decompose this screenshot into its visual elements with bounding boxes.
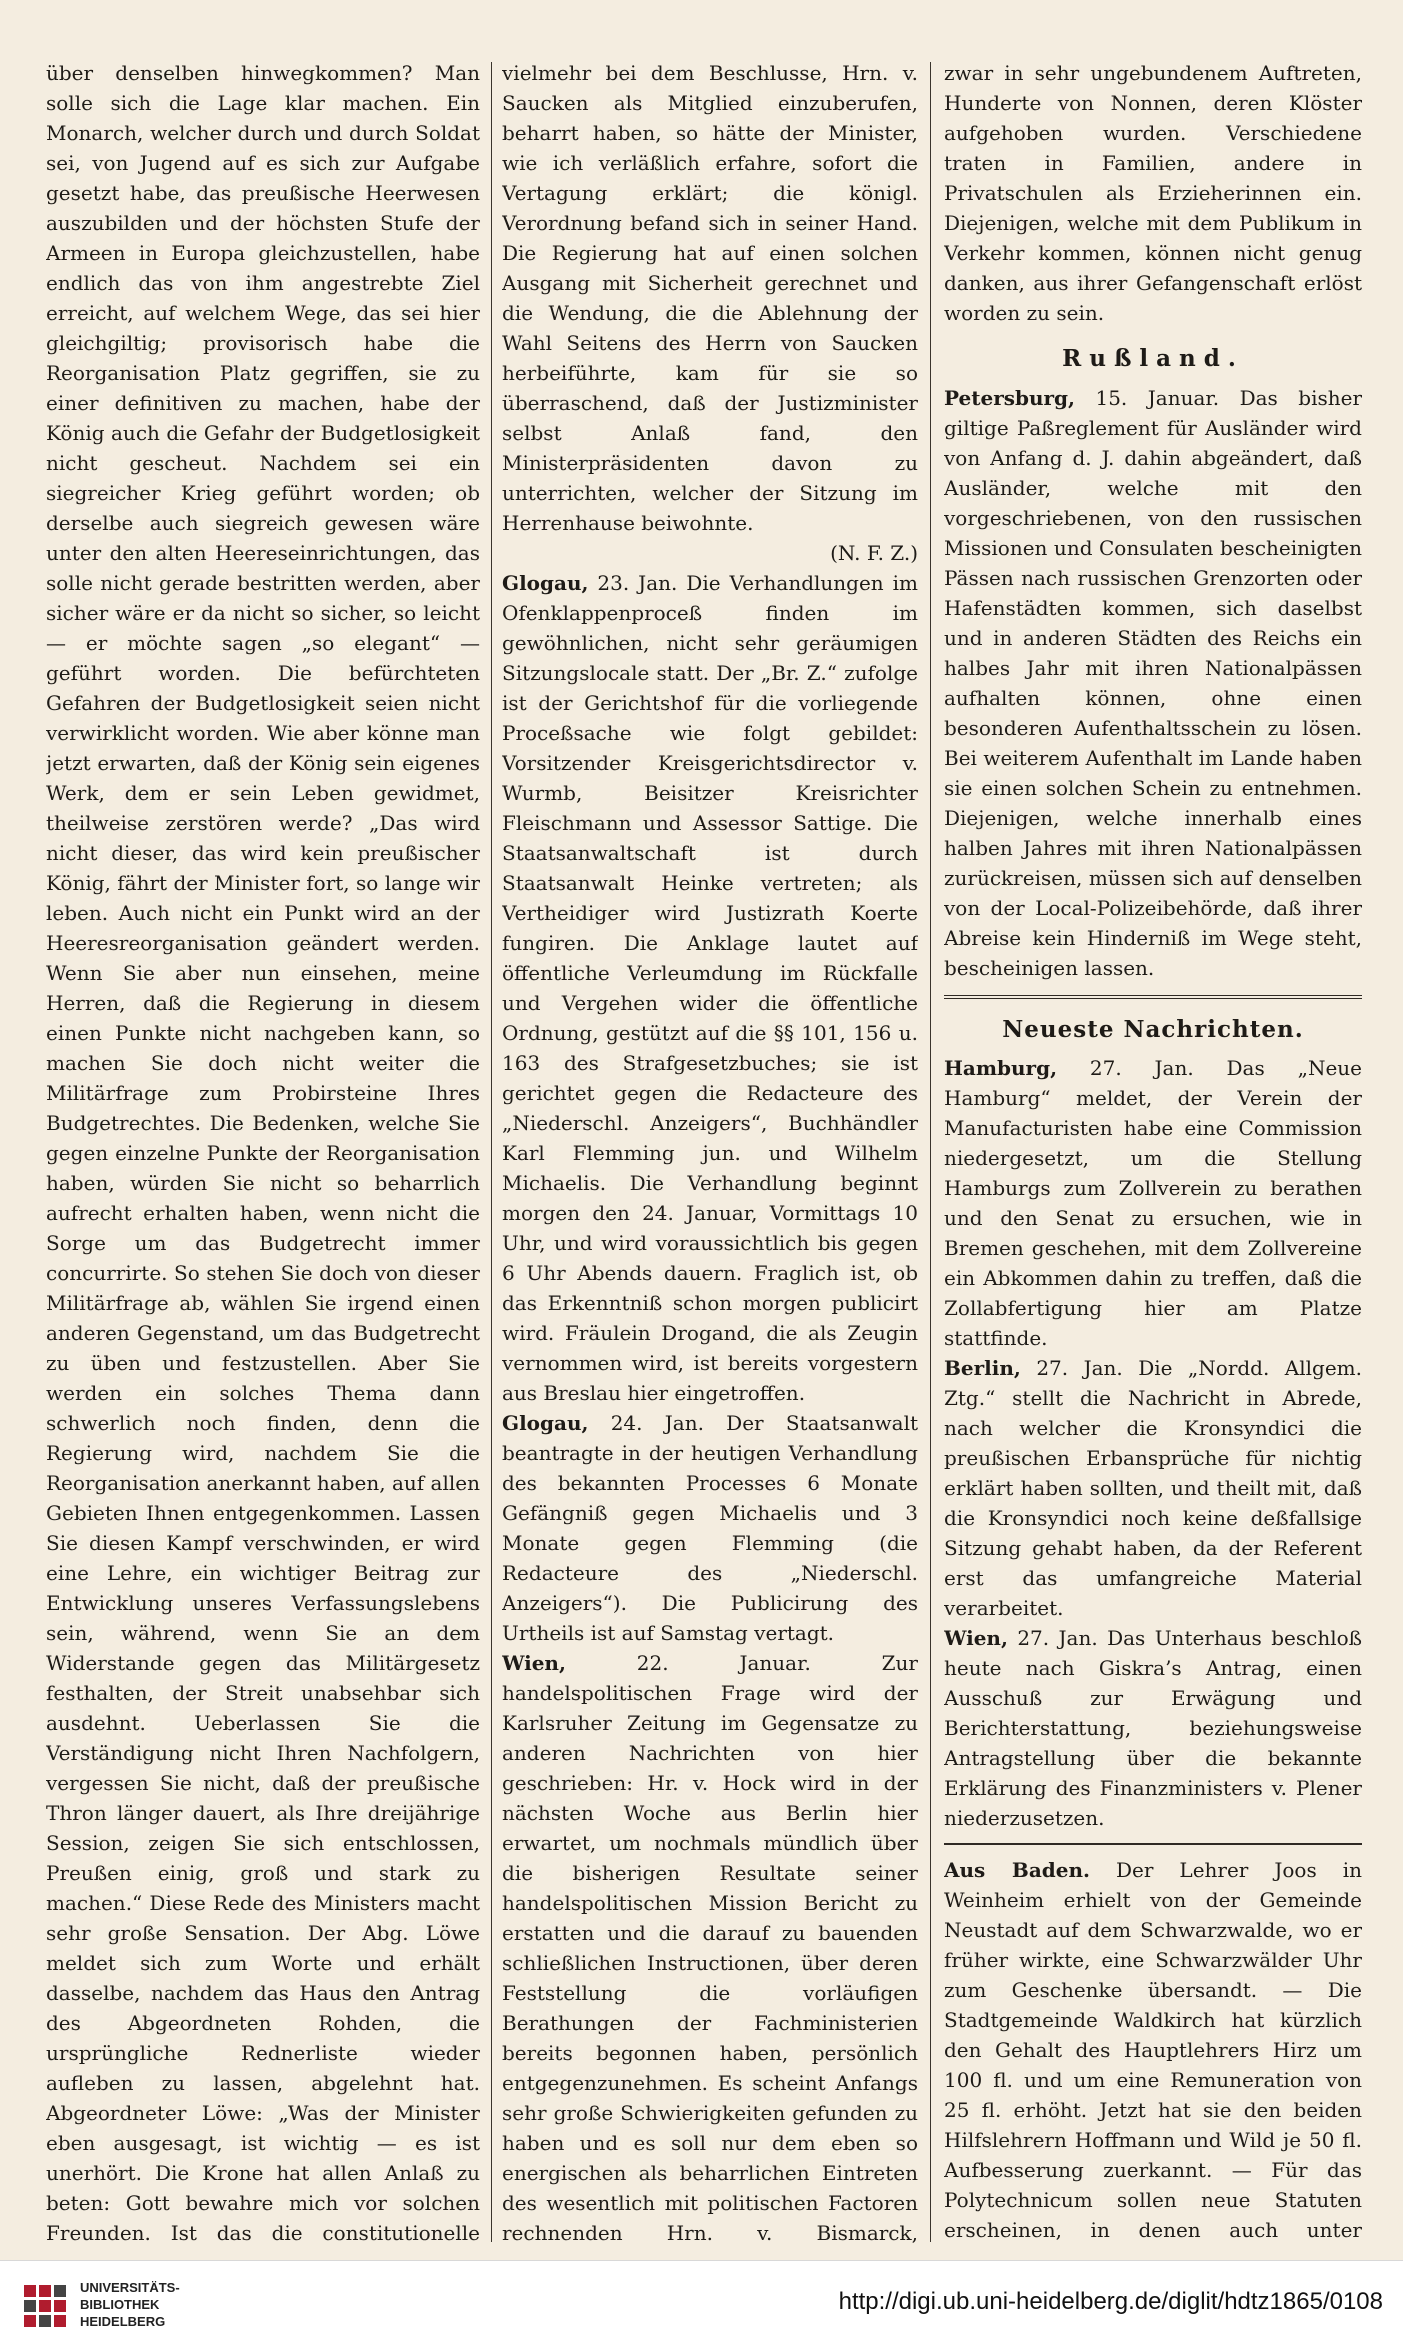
paragraph: zwar in sehr ungebundenem Auftreten, Hunderte von Nonnen, deren Klöster aufgehoben wurden. Verschiedene traten in Familien, andere in Privatschulen als Erzieherinnen ein. Diejenigen, welche mit dem Publikum in Verkehr kommen, können nicht genug danken, aus ihrer Gefangenschaft erlöst worden zu sein. bbox=[944, 61, 1362, 325]
news-item bbox=[944, 1053, 1362, 1353]
news-text: 24. Jan. Der Staatsanwalt beantragte in der heutigen Verhandlung des bekannten Processes 6 Monate Gefängniß gegen Michaelis und 3 Monate gegen Flemming (die Redacteure des „Niederschl. Anzeigers“). Die Publicirung des Urtheils ist auf Samstag vertagt. bbox=[502, 1411, 918, 1645]
news-text: Der Lehrer Joos in Weinheim erhielt von der Gemeinde Neustadt auf dem Schwarzwalde, wo er früher wirkte, eine Schwarzwälder Uhr zum Geschenke übersandt. — Die Stadtgemeinde Waldkirch hat kürzlich den Gehalt des Hauptlehrers Hirz um 100 fl. und um eine Remuneration von 25 fl. erhöht. Jetzt hat sie den beiden Hilfslehrern Hoffmann und Wild je 50 fl. Aufbesserung zuerkannt. — Für das Polytechnicum sollen neue Statuten erscheinen, in denen auch unter bbox=[944, 1858, 1362, 2242]
section-divider bbox=[944, 995, 1362, 999]
dateline-place: Berlin, bbox=[944, 1356, 1021, 1380]
paragraph: über denselben hinwegkommen? Man solle sich die Lage klar machen. Ein Monarch, welcher durch und durch Soldat sei, von Jugend auf es sich zur Aufgabe gesetzt habe, das preußische Heerwesen auszubilden und der höchsten Stufe der Armeen in Europa gleichzustellen, habe endlich das von ihm angestrebte Ziel erreicht, auf welchem Wege, das sei hier gleichgiltig; provisorisch habe die Reorganisation Platz gegriffen, sie zu einer definitiven zu machen, habe der König auch die Gefahr der Budgetlosigkeit nicht gescheut. Nachdem sei ein siegreicher Krieg geführt worden; ob derselbe auch siegreich gewesen wäre unter den alten Heereseinrichtungen, das solle nicht gerade bestritten werden, aber sicher wäre er da nicht so sicher, so leicht — er möchte sagen „so elegant“ — geführt worden. Die befürchteten Gefahren der Budgetlosigkeit seien nicht verwirklicht worden. Wie aber könne man jetzt erwarten, daß der König sein eigenes Werk, dem er sein Leben gewidmet, theilweise zerstören werde? „Das wird nicht dieser, das wird kein preußischer König, fährt der Minister fort, so lange wir leben. Auch nicht ein Punkt wird an der Heeresreorganisation geändert werden. Wenn Sie aber nun einsehen, meine Herren, daß die Regierung in diesem einen Punkte nicht nachgeben kann, so machen Sie doch nicht weiter die Militärfrage zum Probirsteine Ihres Budgetrechtes. Die Bedenken, welche Sie gegen einzelne Punkte der Reorganisation haben, würden Sie nicht so beharrlich aufrecht erhalten haben, wenn nicht die Sorge um das Budgetrecht immer concurrirte. So stehen Sie doch von dieser Militärfrage ab, wählen Sie irgend einen anderen Gegenstand, um das Budgetrecht zu üben und festzustellen. Aber Sie werden ein solches Thema dann schwerlich noch finden, denn die Regierung wird, nachdem Sie die Reorganisation anerkannt haben, auf allen Gebieten Ihnen entgegenkommen. Lassen Sie diesen Kampf verschwinden, er wird eine Lehre, ein wichtiger Beitrag zur Entwicklung unseres Verfassungslebens sein, während, wenn Sie an dem Widerstande gegen das Militärgesetz festhalten, der Streit unabsehbar sich ausdehnt. Ueberlassen Sie die Verständigung nicht Ihren Nachfolgern, vergessen Sie nicht, daß der preußische Thron länger dauert, als Ihre dreijährige Session, zeigen Sie sich entschlossen, Preußen einig, groß und stark zu machen.“ Diese Rede des Ministers macht sehr große Sensation. Der Abg. Löwe meldet sich zum Worte und erhält dasselbe, nachdem das Haus den Antrag des Abgeordneten Rohden, die ursprüngliche Rednerliste wieder aufleben zu lassen, abgelehnt hat. Abgeordneter Löwe: „Was der Minister eben ausgesagt, ist wichtig — es ist unerhört. Die Krone hat allen Anlaß zu beten: Gott bewahre mich vor solchen Freunden. Ist das die constitutionelle bbox=[46, 61, 480, 2245]
text-column-3 bbox=[944, 58, 1362, 2248]
dateline-place: Wien, bbox=[944, 1626, 1008, 1650]
source-signature: (N. F. Z.) bbox=[830, 541, 918, 565]
news-item bbox=[502, 1648, 918, 2248]
permalink-url[interactable]: http://digi.ub.uni-heidelberg.de/diglit/hdtz1865/0108 bbox=[838, 2288, 1383, 2315]
viewer-footer bbox=[0, 2260, 1403, 2348]
text-column-2 bbox=[502, 58, 918, 2248]
dateline-place: Glogau, bbox=[502, 571, 589, 595]
library-name-line: UNIVERSITÄTS- bbox=[80, 2280, 180, 2295]
text-column-1 bbox=[46, 58, 480, 2248]
dateline-place: Aus Baden. bbox=[944, 1858, 1090, 1882]
university-library-logo-icon bbox=[20, 2281, 70, 2331]
news-text: 22. Januar. Zur handelspolitischen Frage wird der Karlsruher Zeitung im Gegensatze zu anderen Nachrichten von hier geschrieben: Hr. v. Hock wird in der nächsten Woche aus Berlin hier erwartet, um nochmals mündlich über die bisherigen Resultate seiner handelspolitischen Mission Bericht zu erstatten und die darauf zu bauenden schließlichen Instructionen, über deren Feststellung die vorläufigen Berathungen der Fachministerien bereits begonnen haben, persönlich entgegenzunehmen. Es scheint Anfangs sehr große Schwierigkeiten gefunden zu haben und es soll nur dem eben so energischen als beharrlichen Eintreten des wesentlich mit politischen Factoren rechnenden Hrn. v. Bismarck, bbox=[502, 1651, 918, 2245]
column-rule bbox=[930, 62, 931, 2242]
news-item bbox=[502, 568, 918, 1408]
news-text: 15. Januar. Das bisher giltige Paßreglement für Ausländer wird von Anfang d. J. dahin abgeändert, daß Ausländer, welche mit den vorgeschriebenen, von den russischen Missionen und Consulaten bescheinigten Pässen nach russischen Grenzorten oder Hafenstädten kommen, sich daselbst und in anderen Städten des Reichs ein halbes Jahr mit ihren Nationalpässen aufhalten können, ohne einen besonderen Aufenthaltsschein zu lösen. Bei weiterem Aufenthalt im Lande haben sie einen solchen Schein zu entnehmen. Diejenigen, welche innerhalb eines halben Jahres mit ihren Nationalpässen zurückreisen, müssen sich auf denselben von der Local-Polizeibehörde, daß ihrer Abreise kein Hinderniß im Wege steht, bescheinigen lassen. bbox=[944, 385, 1362, 980]
news-item bbox=[502, 1408, 918, 1648]
news-text: 27. Jan. Das „Neue Hamburg“ meldet, der Verein der Manufacturisten habe eine Commission niedergesetzt, um die Stellung Hamburgs zum Zollverein zu berathen und den Senat zu ersuchen, wie in Bremen geschehen, mit dem Zollvereine ein Abkommen dahin zu treffen, daß die Zollabfertigung hier am Platze stattfinde. bbox=[944, 1056, 1362, 1350]
dateline-place: Petersburg, bbox=[944, 385, 1075, 410]
library-name-line: BIBLIOTHEK bbox=[80, 2297, 160, 2312]
dateline-place: Glogau, bbox=[502, 1411, 589, 1435]
news-item bbox=[944, 1353, 1362, 1623]
news-text: 23. Jan. Die Verhandlungen im Ofenklappenproceß finden im gewöhnlichen, nicht sehr geräumigen Sitzungslocale statt. Der „Br. Z.“ zufolge ist der Gerichtshof für die vorliegende Proceßsache wie folgt gebildet: Vorsitzender Kreisgerichtsdirector v. Wurmb, Beisitzer Kreisrichter Fleischmann und Assessor Sattige. Die Staatsanwaltschaft ist durch Staatsanwalt Heinke vertreten; als Vertheidiger wird Justizrath Koerte fungiren. Die Anklage lautet auf öffentliche Verleumdung im Rückfalle und Vergehen wider die öffentliche Ordnung, gestützt auf die §§ 101, 156 u. 163 des Strafgesetzbuches; sie ist gerichtet gegen die Redacteure des „Niederschl. Anzeigers“, Buchhändler Karl Flemming jun. und Wilhelm Michaelis. Die Verhandlung beginnt morgen den 24. Januar, Vormittags 10 Uhr, und wird voraussichtlich bis gegen 6 Uhr Abends dauern. Fraglich ist, ob das Erkenntniß schon morgen publicirt wird. Fräulein Drogand, die als Zeugin vernommen wird, ist bereits vorgestern aus Breslau hier eingetroffen. bbox=[502, 571, 918, 1405]
news-text: 27. Jan. Die „Nordd. Allgem. Ztg.“ stellt die Nachricht in Abrede, nach welcher die Kronsyndici die preußischen Erbansprüche für nichtig erklärt haben sollten, und theilt mit, daß die Kronsyndici noch keine deßfallsige Sitzung gehabt haben, da der Referent erst das umfangreiche Material verarbeitet. bbox=[944, 1356, 1362, 1620]
news-text: 27. Jan. Das Unterhaus beschloß heute nach Giskra’s Antrag, einen Ausschuß zur Erwägung und Berichterstattung, beziehungsweise Antragstellung über die bekannte Erklärung des Finanzministers v. Plener niederzusetzen. bbox=[944, 1626, 1362, 1830]
dateline-place: Wien, bbox=[502, 1651, 566, 1675]
section-heading: Neueste Nachrichten. bbox=[1002, 1015, 1304, 1043]
news-item bbox=[944, 1623, 1362, 1833]
news-item bbox=[944, 1855, 1362, 2248]
country-heading: Rußland. bbox=[1062, 345, 1244, 372]
column-rule bbox=[491, 62, 492, 2242]
library-name bbox=[80, 2279, 180, 2330]
library-name-line: HEIDELBERG bbox=[80, 2314, 166, 2329]
section-divider bbox=[944, 1843, 1362, 1845]
news-item bbox=[944, 383, 1362, 983]
paragraph: vielmehr bei dem Beschlusse, Hrn. v. Saucken als Mitglied einzuberufen, beharrt haben, so hätte der Minister, wie ich verläßlich erfahre, sofort die Vertagung erklärt; die königl. Verordnung befand sich in seiner Hand. Die Regierung hat auf einen solchen Ausgang mit Sicherheit gerechnet und die Wendung, die die Ablehnung der Wahl Seitens des Herrn von Saucken herbeiführte, kam für sie so überraschend, daß der Justizminister selbst Anlaß fand, den Ministerpräsidenten davon zu unterrichten, welcher der Sitzung im Herrenhause beiwohnte. bbox=[502, 61, 918, 535]
dateline-place: Hamburg, bbox=[944, 1056, 1058, 1080]
